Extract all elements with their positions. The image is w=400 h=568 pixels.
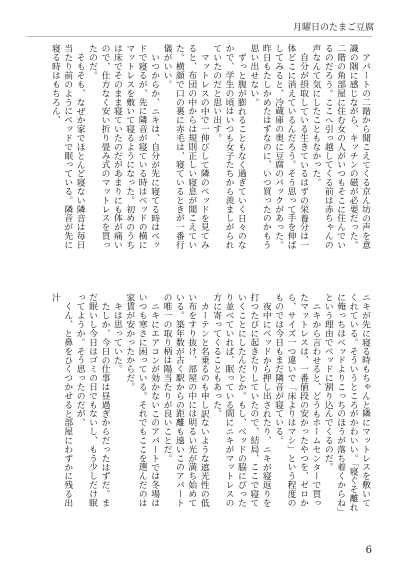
lower-text-block (27, 293, 371, 515)
paragraph: マットレスの中で一伸びして隣のベッドを見てみると、布団の中からは規則正しい寝息が聞こえていた。横顔で口の裏に赤毛は、寝ているときが一番行儀がいい。 (161, 44, 209, 250)
paragraph: いつからか、ニキは、自分が先に寝てる時はベッドで寝るが、先に隣音が寝ている時はベッドの横にマットレスを敷いて寝るようになった。初めのうちは床でそのまま寝ていたのだがあまりにも体が痛いので、仕方なく安い折り畳み式のマットレスを買ったのだ。 (87, 44, 160, 250)
paragraph: くん、と鼻をひくつかせると部屋にわずかに残る出汁 (49, 293, 73, 507)
paragraph: ニキにエアコンが効かないこのアパートでは冬場はいつも寒さに困っている。それでもここを選んだのは家賃が安かったからだ。 (124, 293, 160, 508)
paragraph: 夜中にベッドから押し出されたり、ニキが寝返りを打つたびに起きたりしていたので、結局、ここで寝ていくことにしたんだとか。もし、ベッドの脇にぴったり並べていれば、眠っている間にニキがマットレスの方に寄ってくることもあった。 (211, 293, 271, 508)
paragraph: 自分が摂取している生きているはずの栄養分は一体どこに消えているんだろう。そう思って手を伸ばしてみると、冷蔵庫の奥に豆腐のパックがあった。昨日もたしかめたはずなのに、いつ買ったのかもう思い出せない。 (248, 44, 308, 250)
paragraph: ニキが先に寝る時もちゃんと隣にマットレスを敷いてくれている。そういうところがかわいい。「寝ぐそ離れに俺っちはベッドよりこっちのほうが落ち着くからね」という理由でベッドに割り込んでくるのだ。 (322, 293, 370, 512)
paragraph: そもそも、なぜか家でほとんど寝ない隣音は毎日当たり前のようにベッドで眠っている。隣音が先に寝る時はもちろん、 (49, 44, 85, 250)
page-number: 6 (365, 545, 372, 556)
paragraph: ニキから言わせると、どうもホームセンターで買ったマットレスは、一番値段の安かったやつを、ゼロから、サイズ一つ違いで「床よりはマシ」という程度のものでは今日もまだ隣音が寝ている。 (273, 293, 321, 508)
upper-text-block (27, 44, 371, 254)
paragraph: キは思っていた。 (111, 301, 122, 374)
header-rule (26, 36, 372, 37)
paragraph: カーテンと名乗るのも申し訳ないような遮光性の低い布をすり抜け、部屋の中には明るい光が満ち始めている。築年数が古く駅からの距離も遠いこのアパートの唯一の取り柄は陽当たりが良いことだ。 (161, 293, 209, 508)
paragraph: ずっと腹が膨れることもなく過ぎていく日々のなかで、学生の頃はいつも女子たちから羨ましがられていたのだと思い出す。 (211, 44, 246, 250)
paragraph: アパートの二階から聞こえてくる京ん坊の声を意識の隅に感じながら、キッチンの磁が必要だった。二階の角部屋に住む女の人がいつもそこに住んでいるのだろう。ここへ引っ越してくる前は赤ちゃんの声なんて気にしたこともなかった。 (310, 44, 370, 250)
running-header: 月曜日のたまご豆腐 (292, 23, 374, 33)
paragraph: たしか、今日の仕事は昼過ぎからだったはずだ。まだ眠いし今日はゴミの日でもないし、もう少しだけ眠ってようか。そう思ったのだが、 (74, 293, 110, 508)
